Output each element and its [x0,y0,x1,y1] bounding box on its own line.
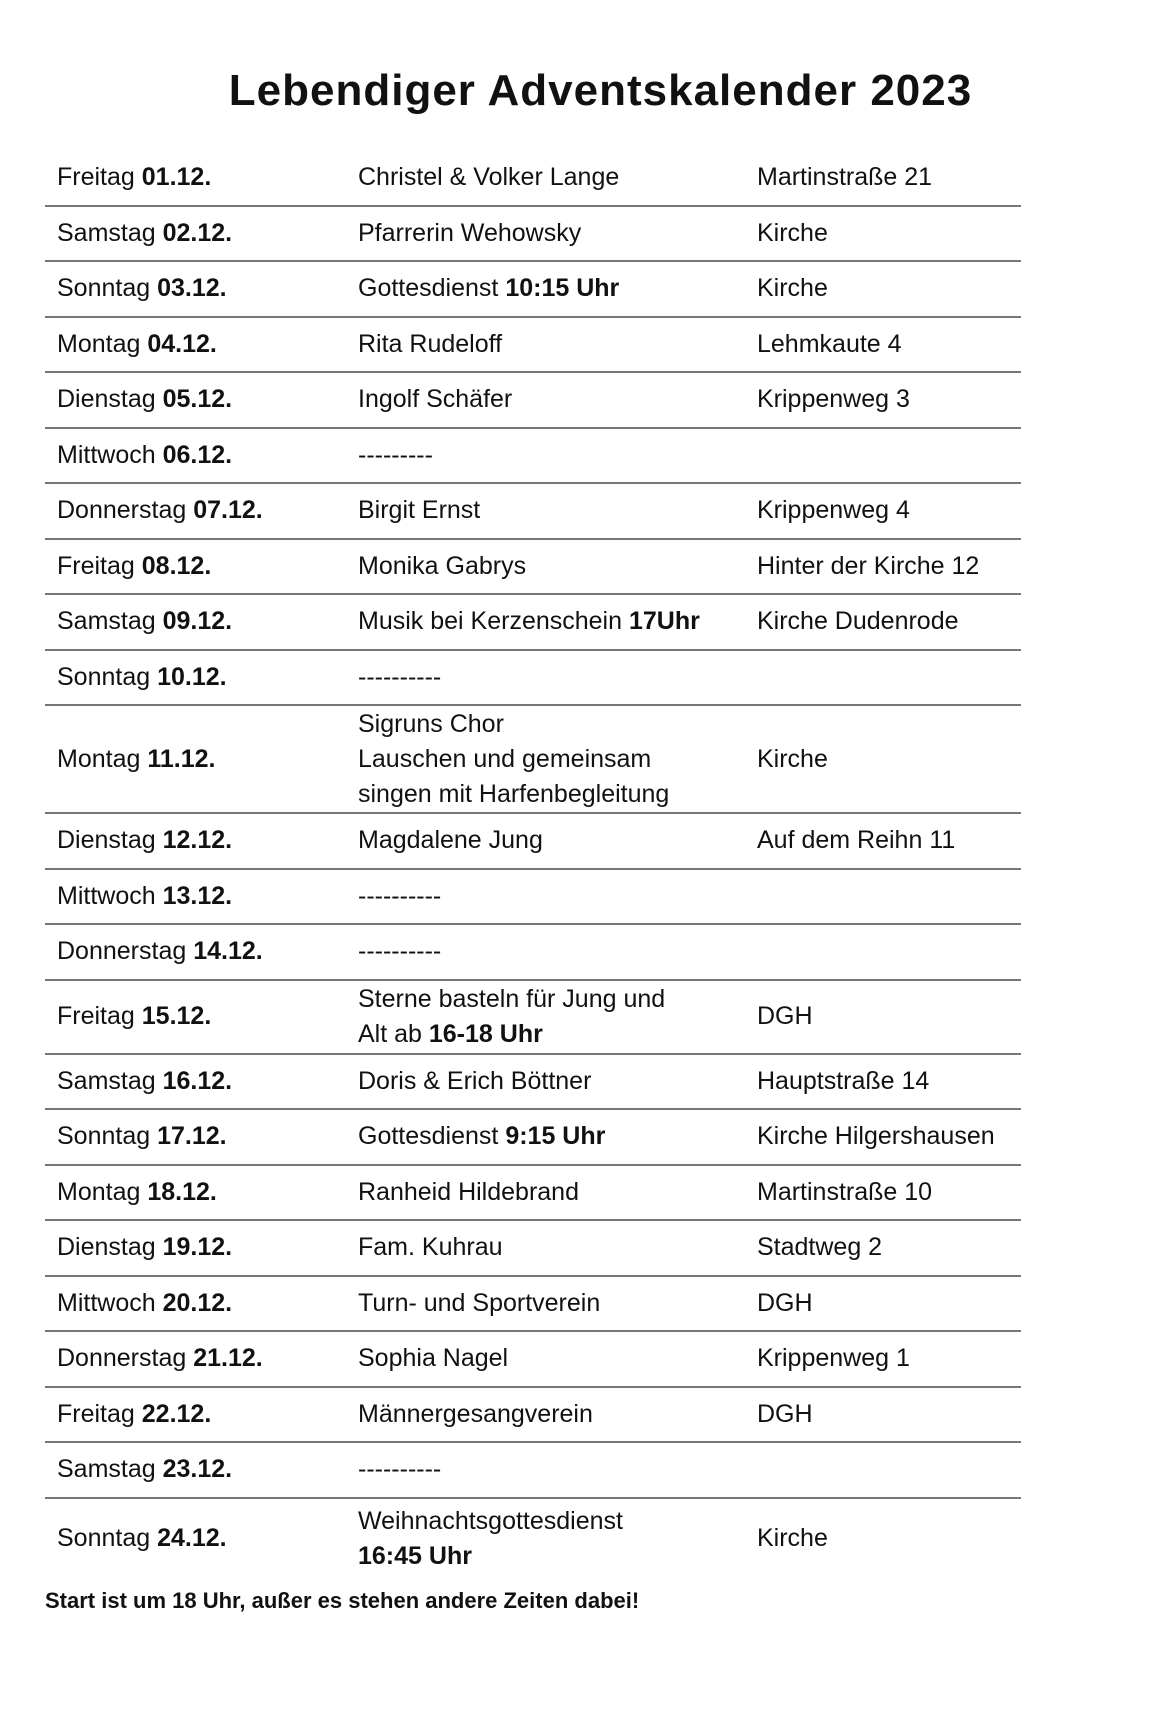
date: 21.12. [193,1344,263,1373]
footer-note: Start ist um 18 Uhr, außer es stehen andere Zeiten dabei! [45,1588,640,1613]
date: 07.12. [193,496,263,525]
weekday: Montag [57,744,141,773]
date: 16.12. [162,1066,233,1095]
table-row [45,207,1021,263]
weekday: Montag [57,1177,141,1206]
event-text: Sigruns Chor [358,709,504,738]
table-row [45,1166,1021,1222]
date: 20.12. [162,1288,233,1317]
weekday: Samstag [57,218,156,247]
date: 14.12. [193,937,263,966]
weekday: Dienstag [57,826,156,855]
date: 24.12. [157,1524,227,1552]
event-text: Magdalene Jung [358,826,543,855]
date-cell [45,1400,346,1429]
place-cell: Krippenweg 3 [757,385,910,414]
date-cell [45,1178,346,1207]
weekday: Mittwoch [57,440,156,469]
date: 13.12. [162,881,233,910]
weekday: Mittwoch [57,1288,156,1317]
event-text: Alt ab [358,1019,429,1048]
date-cell [45,1002,346,1031]
date: 08.12. [141,551,212,580]
place-cell: Stadtweg 2 [757,1233,883,1262]
weekday: Freitag [57,1002,135,1030]
event-text: ---------- [358,1455,442,1484]
date-cell [45,552,346,581]
event-text: Gottesdienst [358,274,506,303]
date-cell [45,1344,346,1373]
date: 10.12. [157,662,227,691]
date-cell [45,1067,346,1096]
weekday: Samstag [57,607,156,636]
weekday: Freitag [57,551,135,580]
place-cell: Kirche [757,744,828,773]
event-cell [346,604,745,639]
date: 09.12. [162,607,233,636]
event-cell [346,934,745,969]
date: 17.12. [157,1122,227,1151]
date-cell [45,1233,346,1262]
date-cell [45,882,346,911]
event-cell [346,823,745,858]
event-text: Rita Rudeloff [358,329,503,358]
event-time: 16:45 Uhr [358,1541,472,1570]
date-cell [45,1524,346,1553]
page-title: Lebendiger Adventskalender 2023 [228,66,973,115]
event-time: 10:15 Uhr [505,274,620,303]
date-cell [45,607,346,636]
table-row [45,429,1021,485]
event-cell [346,1230,745,1265]
event-cell [346,327,745,362]
date: 03.12. [157,274,227,303]
date-cell [45,163,346,192]
date-cell [45,745,346,774]
place-cell: Hauptstraße 14 [757,1066,930,1095]
table-row [45,1499,1021,1579]
event-text: ---------- [358,881,442,910]
date: 06.12. [162,440,233,469]
event-text: Ranheid Hildebrand [358,1177,579,1206]
date: 04.12. [147,329,217,358]
table-row [45,651,1021,707]
table-row [45,1055,1021,1111]
date: 18.12. [147,1177,217,1206]
date-cell [45,937,346,966]
table-row [45,318,1021,374]
table-row [45,870,1021,926]
event-cell [346,1397,745,1432]
event-text: Lauschen und gemeinsam [358,744,652,773]
event-text: Pfarrerin Wehowsky [358,218,582,247]
place-cell: Kirche [757,274,828,303]
weekday: Sonntag [57,1122,151,1151]
place-cell: DGH [757,1288,813,1317]
event-time: 16-18 Uhr [428,1019,543,1048]
date-cell [45,274,346,303]
event-text: Monika Gabrys [358,551,527,580]
table-row [45,151,1021,207]
event-cell [346,160,745,195]
table-row [45,484,1021,540]
event-text: Birgit Ernst [358,496,481,525]
event-text: Doris & Erich Böttner [358,1066,592,1095]
place-cell: Kirche Dudenrode [757,607,959,636]
place-cell: Hinter der Kirche 12 [757,551,980,580]
place-cell: Krippenweg 1 [757,1344,910,1373]
date-cell [45,496,346,525]
table-row [45,540,1021,596]
event-cell [346,1119,745,1154]
event-text: Christel & Volker Lange [358,163,620,192]
event-cell [346,1064,745,1099]
event-text: Ingolf Schäfer [358,385,513,414]
date: 05.12. [162,385,233,414]
event-cell [346,660,745,695]
date: 22.12. [141,1399,212,1428]
event-cell [346,1286,745,1321]
table-row [45,1388,1021,1444]
place-cell: DGH [757,1002,813,1030]
event-cell [346,879,745,914]
date-cell [45,1455,346,1484]
event-cell [346,707,745,812]
table-row [45,262,1021,318]
event-text: Musik bei Kerzenschein [358,607,629,636]
date: 12.12. [162,826,233,855]
weekday: Donnerstag [57,1344,187,1373]
event-cell [346,438,745,473]
date-cell [45,385,346,414]
table-row [45,1110,1021,1166]
date: 01.12. [141,163,212,192]
event-text: Gottesdienst [358,1122,506,1151]
table-row [45,1443,1021,1499]
event-time: 17Uhr [628,607,700,636]
event-cell [346,216,745,251]
date-cell [45,1289,346,1318]
event-cell [346,982,745,1052]
event-text: Turn- und Sportverein [358,1288,601,1317]
event-cell [346,1504,745,1574]
table-row [45,814,1021,870]
date-cell [45,330,346,359]
weekday: Montag [57,329,141,358]
weekday: Sonntag [57,274,151,303]
place-cell: DGH [757,1399,813,1428]
event-text: Männergesangverein [358,1399,593,1428]
date: 23.12. [162,1455,233,1484]
event-cell [346,1175,745,1210]
event-cell [346,549,745,584]
table-row [45,373,1021,429]
event-time: 9:15 Uhr [505,1122,606,1151]
date: 02.12. [162,218,233,247]
date-cell [45,219,346,248]
event-text: ---------- [358,662,442,691]
weekday: Donnerstag [57,937,187,966]
date-cell [45,1122,346,1151]
event-text: Sterne basteln für Jung und [358,984,666,1013]
calendar-table [45,151,1021,1579]
table-row [45,925,1021,981]
place-cell: Kirche Hilgershausen [757,1122,995,1151]
date-cell [45,441,346,470]
weekday: Mittwoch [57,881,156,910]
weekday: Samstag [57,1455,156,1484]
event-cell [346,382,745,417]
date: 15.12. [141,1002,212,1030]
place-cell: Auf dem Reihn 11 [757,826,956,855]
event-text: ---------- [358,937,442,966]
event-text: singen mit Harfenbegleitung [358,779,670,808]
weekday: Donnerstag [57,496,187,525]
table-row [45,1221,1021,1277]
table-row [45,706,1021,814]
weekday: Sonntag [57,1524,151,1552]
table-row [45,595,1021,651]
weekday: Dienstag [57,1233,156,1262]
weekday: Sonntag [57,662,151,691]
place-cell: Lehmkaute 4 [757,329,902,358]
event-text: --------- [358,440,433,469]
weekday: Dienstag [57,385,156,414]
event-cell [346,1452,745,1487]
date-cell [45,663,346,692]
place-cell: Kirche [757,218,828,247]
weekday: Freitag [57,163,135,192]
event-cell [346,493,745,528]
date: 19.12. [162,1233,233,1262]
event-text: Fam. Kuhrau [358,1233,503,1262]
date-cell [45,826,346,855]
place-cell: Kirche [757,1524,828,1552]
event-text: Sophia Nagel [358,1344,509,1373]
table-row [45,1332,1021,1388]
place-cell: Krippenweg 4 [757,496,910,525]
event-cell [346,1341,745,1376]
event-text: Weihnachtsgottesdienst [358,1506,623,1535]
place-cell: Martinstraße 10 [757,1177,933,1206]
date: 11.12. [147,744,216,773]
table-row [45,981,1021,1055]
weekday: Freitag [57,1399,135,1428]
weekday: Samstag [57,1066,156,1095]
place-cell: Martinstraße 21 [757,163,933,192]
event-cell [346,271,745,306]
table-row [45,1277,1021,1333]
